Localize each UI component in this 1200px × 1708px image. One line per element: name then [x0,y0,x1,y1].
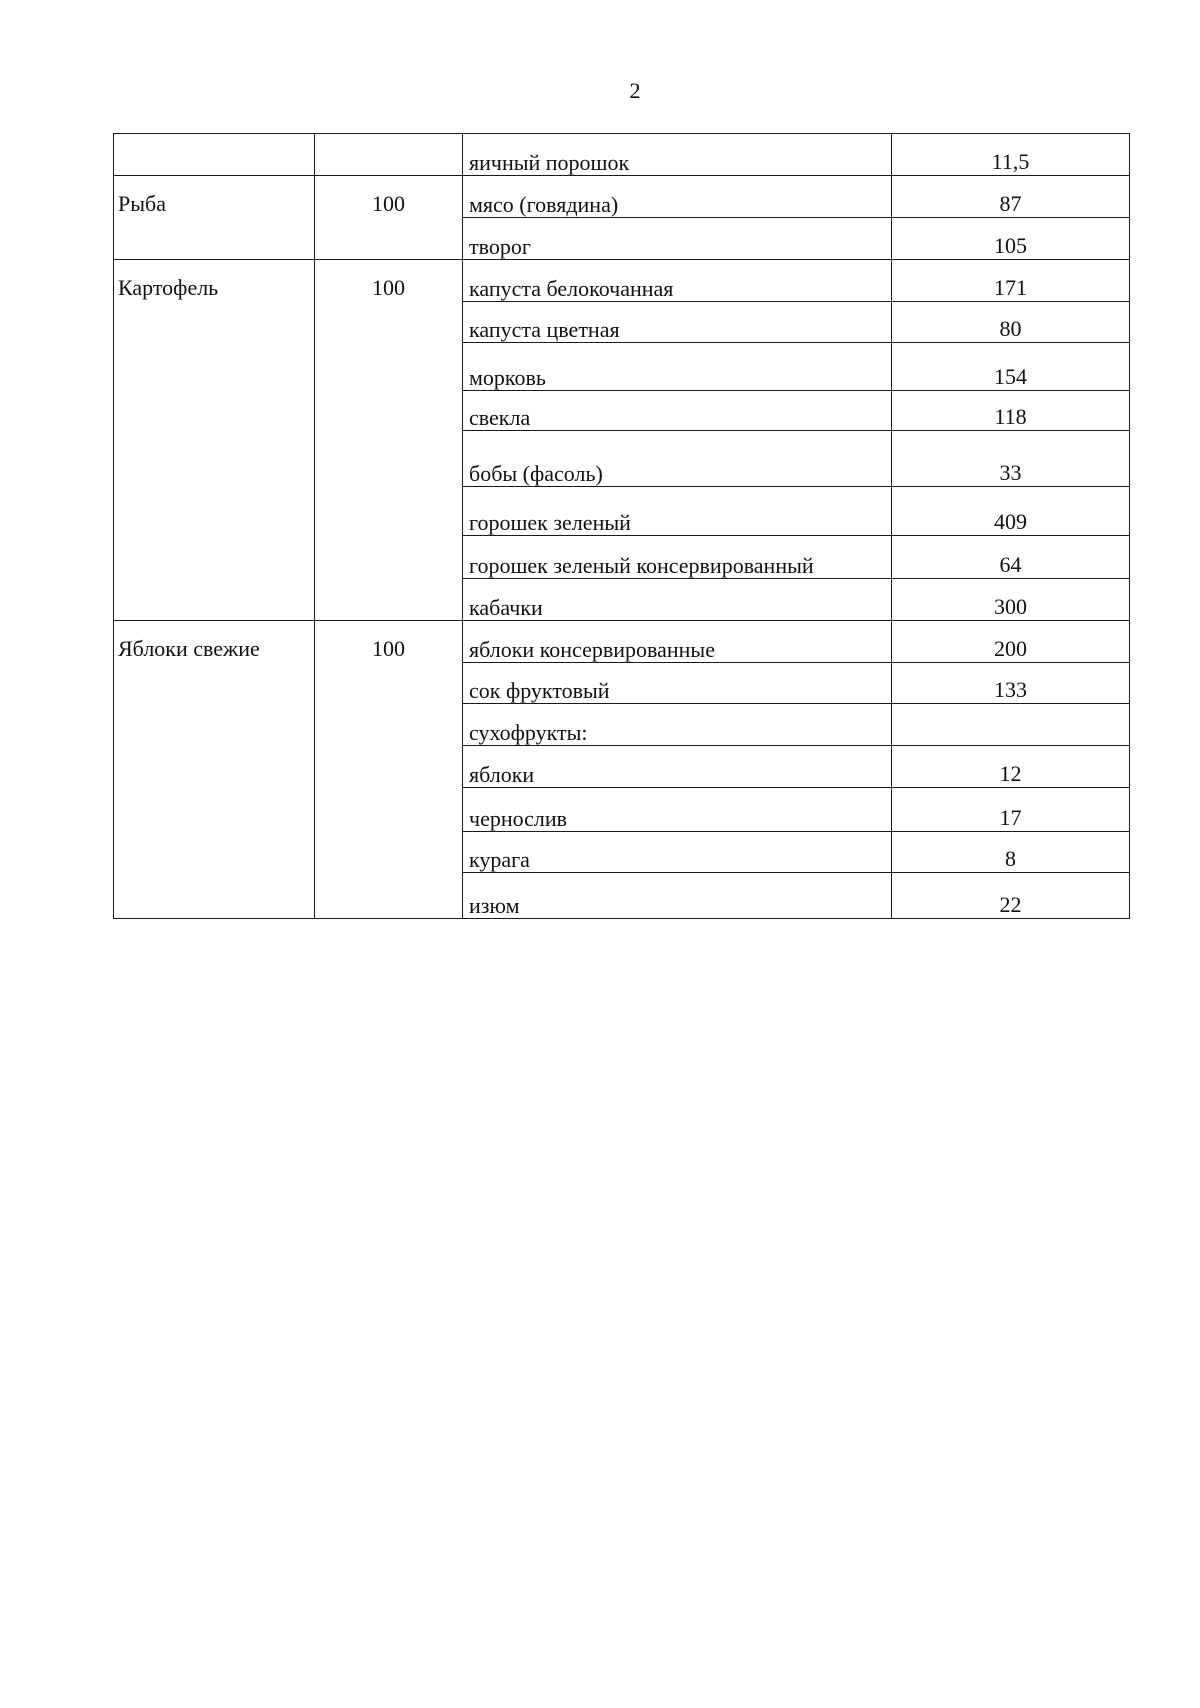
page-number: 2 [629,78,641,103]
table-row [114,176,1130,218]
substitute-value-cell: 80 [892,302,1130,343]
substitute-name-cell: яичный порошок [463,134,892,176]
table-row [114,621,1130,663]
substitute-name-cell: чернослив [463,788,892,832]
substitute-value-cell: 17 [892,788,1130,832]
table-row [114,134,1130,176]
substitute-name-cell: яблоки [463,746,892,788]
substitute-value-cell: 154 [892,343,1130,391]
substitute-name-cell: морковь [463,343,892,391]
product-amount-cell [315,134,463,176]
substitute-value-cell: 200 [892,621,1130,663]
substitute-value-cell: 33 [892,431,1130,487]
substitute-value-cell: 118 [892,391,1130,431]
substitute-name-cell: бобы (фасоль) [463,431,892,487]
substitute-name-cell: кабачки [463,579,892,621]
substitute-value-cell: 105 [892,218,1130,260]
substitute-value-cell: 22 [892,873,1130,919]
substitute-name-cell: изюм [463,873,892,919]
substitute-name-cell: капуста белокочанная [463,260,892,302]
substitution-table [113,133,1130,919]
substitute-name-cell: горошек зеленый консервированный [463,536,892,579]
substitution-table-body [114,134,1130,919]
substitute-value-cell: 87 [892,176,1130,218]
substitute-value-cell: 64 [892,536,1130,579]
substitute-value-cell [892,704,1130,746]
substitute-value-cell: 133 [892,663,1130,704]
substitute-name-cell: горошек зеленый [463,487,892,536]
substitute-name-cell: сок фруктовый [463,663,892,704]
substitute-name-cell: яблоки консервированные [463,621,892,663]
product-amount-cell: 100 [315,260,463,621]
substitute-value-cell: 409 [892,487,1130,536]
substitute-name-cell: курага [463,832,892,873]
substitute-name-cell: сухофрукты: [463,704,892,746]
product-amount-cell: 100 [315,176,463,260]
substitute-name-cell: творог [463,218,892,260]
substitute-name-cell: капуста цветная [463,302,892,343]
product-name-cell: Яблоки свежие [114,621,315,919]
substitute-value-cell: 171 [892,260,1130,302]
product-name-cell: Картофель [114,260,315,621]
substitute-value-cell: 8 [892,832,1130,873]
product-amount-cell: 100 [315,621,463,919]
substitute-name-cell: мясо (говядина) [463,176,892,218]
substitute-name-cell: свекла [463,391,892,431]
product-name-cell [114,134,315,176]
substitute-value-cell: 12 [892,746,1130,788]
substitute-value-cell: 300 [892,579,1130,621]
product-name-cell: Рыба [114,176,315,260]
substitute-value-cell: 11,5 [892,134,1130,176]
table-row [114,260,1130,302]
